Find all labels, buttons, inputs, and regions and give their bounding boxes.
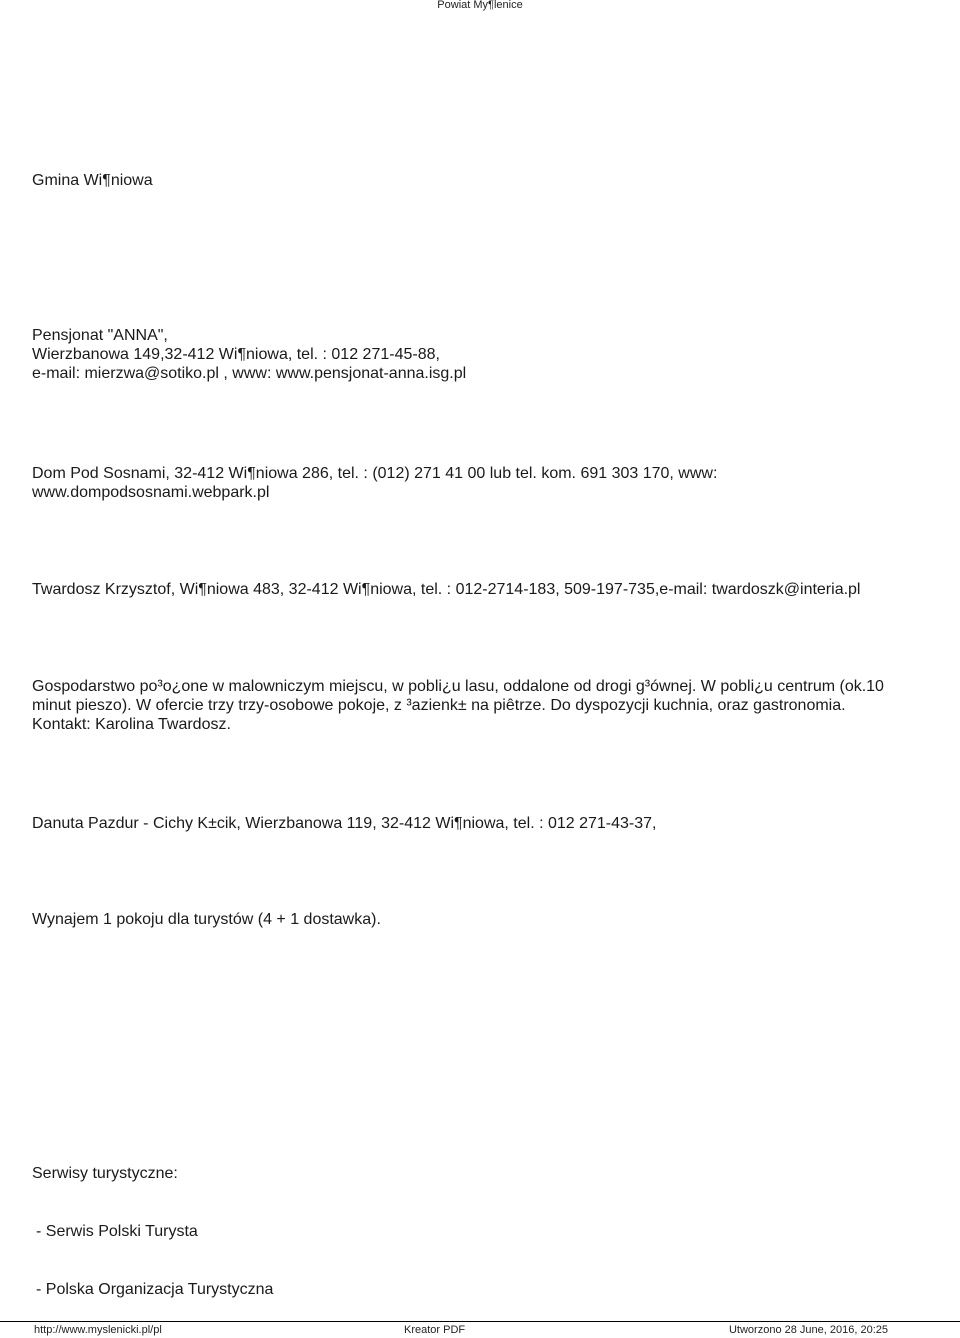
serwisy-item-polski-turysta[interactable]: - Serwis Polski Turysta	[36, 1223, 198, 1240]
anna-contact: e-mail: mierzwa@sotiko.pl , www: www.pensjonat-anna.isg.pl	[32, 365, 467, 382]
wynajem-text: Wynajem 1 pokoju dla turystów (4 + 1 dostawka).	[32, 911, 381, 928]
serwisy-item	[36, 1222, 936, 1241]
twardosz-contact: Twardosz Krzysztof, Wi¶niowa 483, 32-412 Wi¶niowa, tel. : 012-2714-183, 509-197-735,e-mail: twardoszk@interia.pl	[32, 581, 861, 598]
serwisy-item	[36, 1280, 936, 1299]
danuta-contact: Danuta Pazdur - Cichy K±cik, Wierzbanowa 119, 32-412 Wi¶niowa, tel. : 012 271-43-37,	[32, 815, 657, 832]
dom-address: Dom Pod Sosnami, 32-412 Wi¶niowa 286, tel. : (012) 271 41 00 lub tel. kom. 691 303 170, www:	[32, 465, 718, 482]
page-header-title: Powiat My¶lenice	[437, 0, 523, 11]
listing-gospodarstwo	[32, 677, 932, 734]
gmina-heading	[32, 171, 932, 190]
serwisy-title: Serwisy turystyczne:	[32, 1165, 178, 1182]
listing-dom-pod-sosnami	[32, 464, 932, 502]
gmina-title: Gmina Wi¶niowa	[32, 172, 153, 189]
listing-wynajem	[32, 910, 932, 929]
gospodarstwo-line-2: minut pieszo). W ofercie trzy trzy-osobowe pokoje, z ³azienk± na piêtrze. Do dyspozycji kuchnia, oraz gastronomia.	[32, 697, 846, 714]
anna-name: Pensjonat "ANNA",	[32, 327, 168, 344]
serwisy-heading	[32, 1164, 932, 1183]
footer-url[interactable]: http://www.myslenicki.pl/pl	[34, 1324, 162, 1336]
serwisy-item-polska-organizacja[interactable]: - Polska Organizacja Turystyczna	[36, 1281, 274, 1298]
listing-anna	[32, 326, 932, 383]
anna-address: Wierzbanowa 149,32-412 Wi¶niowa, tel. : 012 271-45-88,	[32, 346, 440, 363]
page-footer	[0, 1321, 960, 1338]
gospodarstwo-line-3: Kontakt: Karolina Twardosz.	[32, 716, 231, 733]
footer-created: Utworzono 28 June, 2016, 20:25	[728, 1324, 888, 1336]
footer-generator: Kreator PDF	[404, 1324, 466, 1336]
listing-danuta	[32, 814, 932, 833]
listing-twardosz	[32, 580, 932, 599]
gospodarstwo-line-1: Gospodarstwo po³o¿one w malowniczym miejscu, w pobli¿u lasu, oddalone od drogi g³ównej. W pobli¿u centrum (ok.10	[32, 678, 884, 695]
dom-website: www.dompodsosnami.webpark.pl	[32, 484, 270, 501]
